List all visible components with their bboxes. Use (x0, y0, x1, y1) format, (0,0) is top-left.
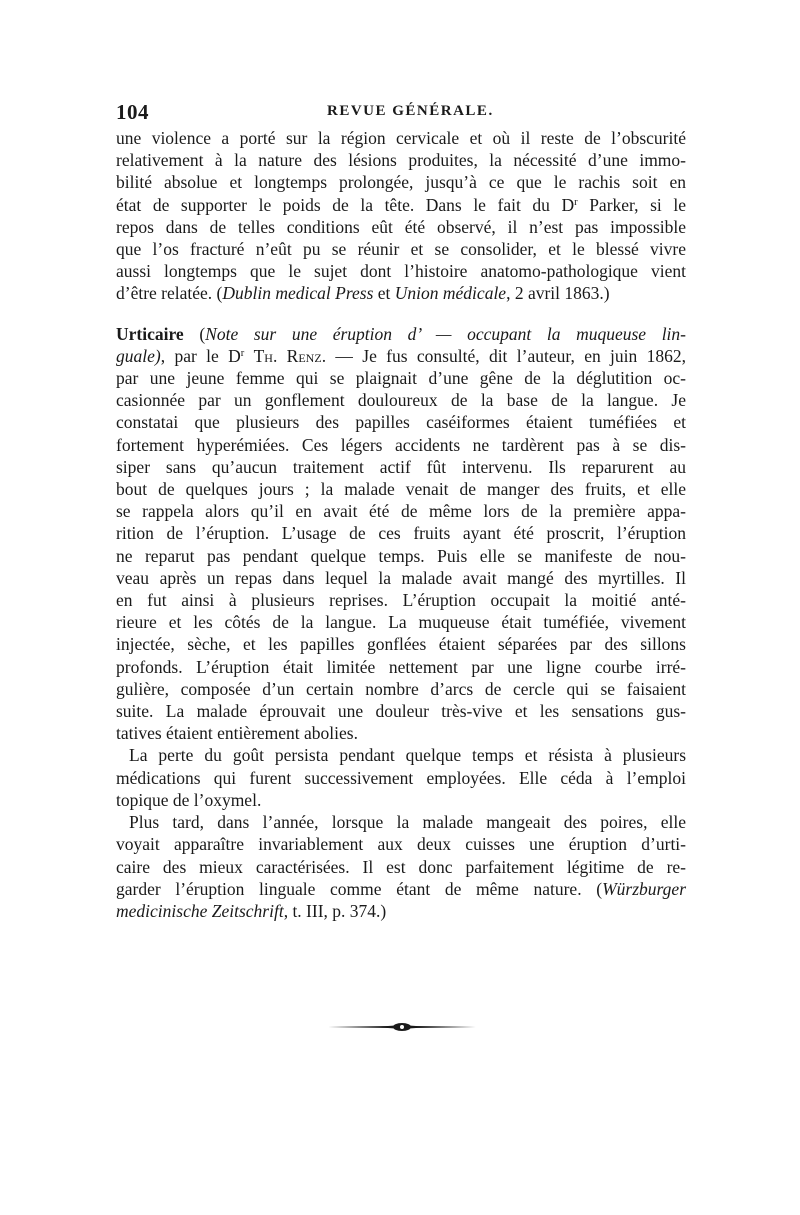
source-citation: Union médicale (394, 283, 507, 304)
text-line (116, 878, 686, 900)
running-title: REVUE GÉNÉRALE. (327, 103, 494, 119)
author-name: Th. Renz (253, 345, 322, 366)
text-line: Plus tard, dans l’année, lorsque la malade mangeait des poires, elle (129, 812, 686, 833)
text-line: topique de l’oxymel. (116, 789, 262, 810)
text-line (116, 282, 686, 304)
text-fragment: et (373, 283, 395, 304)
text-line: rieure et les côtés de la langue. La muqueuse était tuméfiée, vivement (116, 612, 686, 633)
text-line (116, 900, 686, 922)
page-number: 104 (116, 100, 149, 124)
text-line: par une jeune femme qui se plaignait d’une gêne de la déglutition oc- (116, 368, 686, 389)
text-line: casionnée par un gonflement douloureux de la base de la langue. Je (116, 390, 686, 411)
text-line: se rappela alors qu’il en avait été de même lors de la première appa- (116, 501, 686, 522)
text-line: injectée, sèche, et les papilles gonflées étaient séparées par des sillons (116, 634, 686, 655)
text-line: gulière, composée d’un certain nombre d’arcs de cercle qui se faisaient (116, 678, 686, 699)
page-header (116, 100, 686, 126)
text-line: constatai que plusieurs des papilles caséiformes étaient tuméfiées et (116, 412, 686, 433)
text-fragment: , par le D (160, 345, 241, 366)
text-line: une violence a porté sur la région cervicale et où il reste de l’obscurité (116, 128, 686, 148)
text-line: voyait apparaître invariablement aux deux cuisses une éruption d’urti- (116, 834, 686, 855)
text-line: bout de quelques jours ; la malade venait de manger des fruits, et elle (116, 479, 686, 500)
text-line: tatives étaient entièrement abolies. (116, 723, 358, 744)
text-line (116, 194, 686, 216)
source-citation: Dublin medical Press (222, 283, 374, 304)
text-fragment: état de supporter le poids de la tête. Dans le fait du D (116, 194, 575, 215)
text-line: que l’os fracturé n’eût pu se réunir et se consolider, et le blessé vivre (116, 239, 686, 260)
text-line: bilité absolue et longtemps prolongée, jusqu’à ce que le rachis soit en (116, 172, 686, 193)
text-line: profonds. L’éruption était limitée nettement par une ligne courbe irré- (116, 656, 686, 677)
text-line: repos dans de telles conditions eût été observé, il n’est pas impossible (116, 216, 686, 237)
text-line: médications qui furent successivement employées. Elle céda à l’emploi (116, 767, 686, 788)
article-body (116, 127, 686, 922)
text-line: relativement à la nature des lésions produites, la nécessité d’une immo- (116, 150, 686, 171)
source-citation: medicinische Zeitschrift (116, 900, 284, 921)
text-line: La perte du goût persista pendant quelque temps et résista à plusieurs (129, 745, 686, 766)
text-line: siper sans qu’aucun traitement actif fût intervenu. Ils reparurent au (116, 456, 686, 477)
text-fragment: . — Je fus consulté, dit l’auteur, en juin 1862, (321, 345, 687, 366)
superscript: r (574, 196, 578, 208)
text-line: veau après un repas dans lequel la malade avait mangé des myrtilles. Il (116, 567, 686, 588)
text-line (116, 323, 686, 345)
source-citation: Würzburger (602, 878, 686, 899)
text-line: suite. La malade éprouvait une douleur très-vive et les sensations gus- (116, 701, 686, 722)
text-line: fortement hyperémiées. Ces légers accidents ne tardèrent pas à se dis- (116, 434, 686, 455)
paragraph-gap (116, 305, 686, 323)
text-line: en fut ainsi à plusieurs reprises. L’éruption occupait la moitié anté- (116, 590, 686, 611)
superscript: r (240, 348, 245, 360)
text-line: aussi longtemps que le sujet dont l’histoire anatomo-pathologique vient (116, 261, 686, 282)
note-title: Note sur une éruption d’ — occupant la muqueuse lin- (205, 323, 687, 344)
section-title: Urticaire (116, 323, 184, 344)
text-line (116, 345, 686, 367)
note-title: guale) (116, 345, 161, 366)
ornamental-rule-graphic (328, 1022, 476, 1032)
text-fragment: ( (183, 323, 206, 344)
ornamental-rule-icon (328, 1022, 476, 1032)
text-fragment: garder l’éruption linguale comme étant de même nature. ( (116, 878, 603, 899)
text-line: ne reparut pas pendant quelque temps. Puis elle se manifeste de nou- (116, 545, 686, 566)
text-fragment: , 2 avril 1863.) (506, 283, 610, 304)
text-fragment: d’être relatée. ( (116, 283, 223, 304)
text-line: caire des mieux caractérisées. Il est donc parfaitement légitime de re- (116, 856, 686, 877)
text-line: rition de l’éruption. L’usage de ces fruits ayant été proscrit, l’éruption (116, 523, 686, 544)
text-fragment: Parker, si le (577, 194, 686, 215)
text-fragment: , t. III, p. 374.) (283, 900, 387, 921)
